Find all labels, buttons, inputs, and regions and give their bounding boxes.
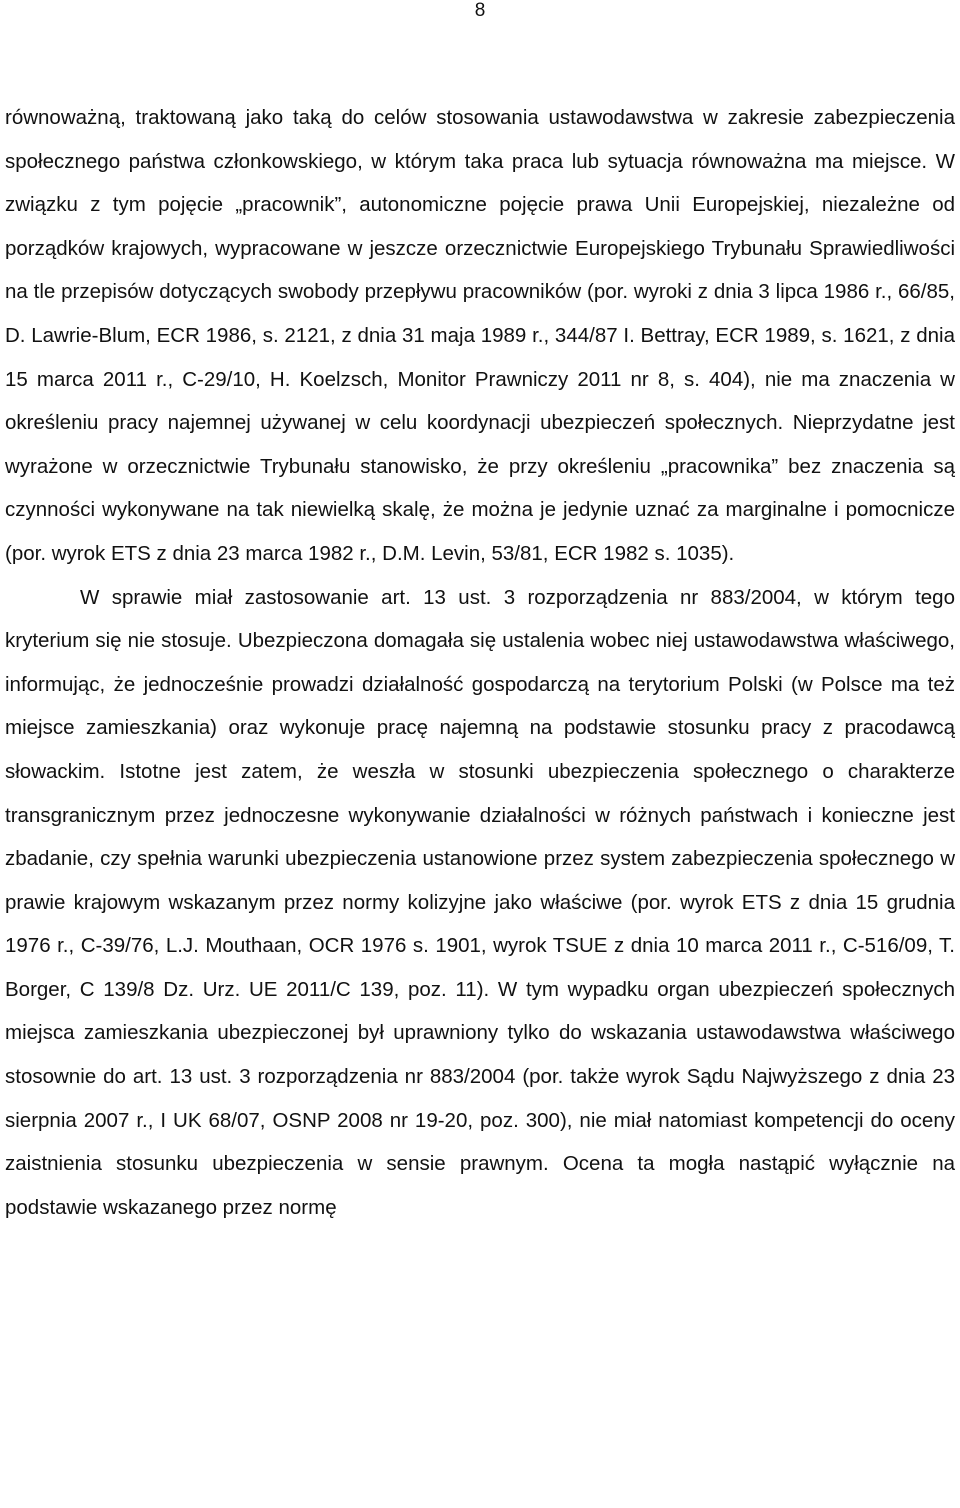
page-number: 8 (474, 0, 486, 21)
paragraph-1: równoważną, traktowaną jako taką do celów stosowania ustawodawstwa w zakresie zabezpieczenia społecznego państwa członkowskiego, w którym taka praca lub sytuacja równoważna ma miejsce. W związku z tym pojęcie „pracownik”, autonomiczne pojęcie prawa Unii Europejskiej, niezależne od porządków krajowych, wypracowane w jeszcze orzecznictwie Europejskiego Trybunału Sprawiedliwości na tle przepisów dotyczących swobody przepływu pracowników (por. wyroki z dnia 3 lipca 1986 r., 66/85, D. Lawrie-Blum, ECR 1986, s. 2121, z dnia 31 maja 1989 r., 344/87 I. Bettray, ECR 1989, s. 1621, z dnia 15 marca 2011 r., C-29/10, H. Koelzsch, Monitor Prawniczy 2011 nr 8, s. 404), nie ma znaczenia w określeniu pracy najemnej używanej w celu koordynacji ubezpieczeń społecznych. Nieprzydatne jest wyrażone w orzecznictwie Trybunału stanowisko, że przy określeniu „pracownika” bez znaczenia są czynności wykonywane na tak niewielką skalę, że można je jedynie uznać za marginalne i pomocnicze (por. wyrok ETS z dnia 23 marca 1982 r., D.M. Levin, 53/81, ECR 1982 s. 1035). (5, 106, 955, 565)
paragraph-2: W sprawie miał zastosowanie art. 13 ust. 3 rozporządzenia nr 883/2004, w którym tego kryterium się nie stosuje. Ubezpieczona domagała się ustalenia wobec niej ustawodawstwa właściwego, informując, że jednocześnie prowadzi działalność gospodarczą na terytorium Polski (w Polsce ma też miejsce zamieszkania) oraz wykonuje pracę najemną na podstawie stosunku pracy z pracodawcą słowackim. Istotne jest zatem, że weszła w stosunki ubezpieczenia społecznego o charakterze transgranicznym przez jednoczesne wykonywanie działalności w różnych państwach i konieczne jest zbadanie, czy spełnia warunki ubezpieczenia ustanowione przez system zabezpieczenia społecznego w prawie krajowym wskazanym przez normy kolizyjne jako właściwe (por. wyrok ETS z dnia 15 grudnia 1976 r., C-39/76, L.J. Mouthaan, OCR 1976 s. 1901, wyrok TSUE z dnia 10 marca 2011 r., C-516/09, T. Borger, C 139/8 Dz. Urz. UE 2011/C 139, poz. 11). W tym wypadku organ ubezpieczeń społecznych miejsca zamieszkania ubezpieczonej był uprawniony tylko do wskazania ustawodawstwa właściwego stosownie do art. 13 ust. 3 rozporządzenia nr 883/2004 (por. także wyrok Sądu Najwyższego z dnia 23 sierpnia 2007 r., I UK 68/07, OSNP 2008 nr 19-20, poz. 300), nie miał natomiast kompetencji do oceny zaistnienia stosunku ubezpieczenia w sensie prawnym. Ocena ta mogła nastąpić wyłącznie na podstawie wskazanego przez normę (5, 585, 955, 1219)
document-body (5, 96, 955, 1229)
